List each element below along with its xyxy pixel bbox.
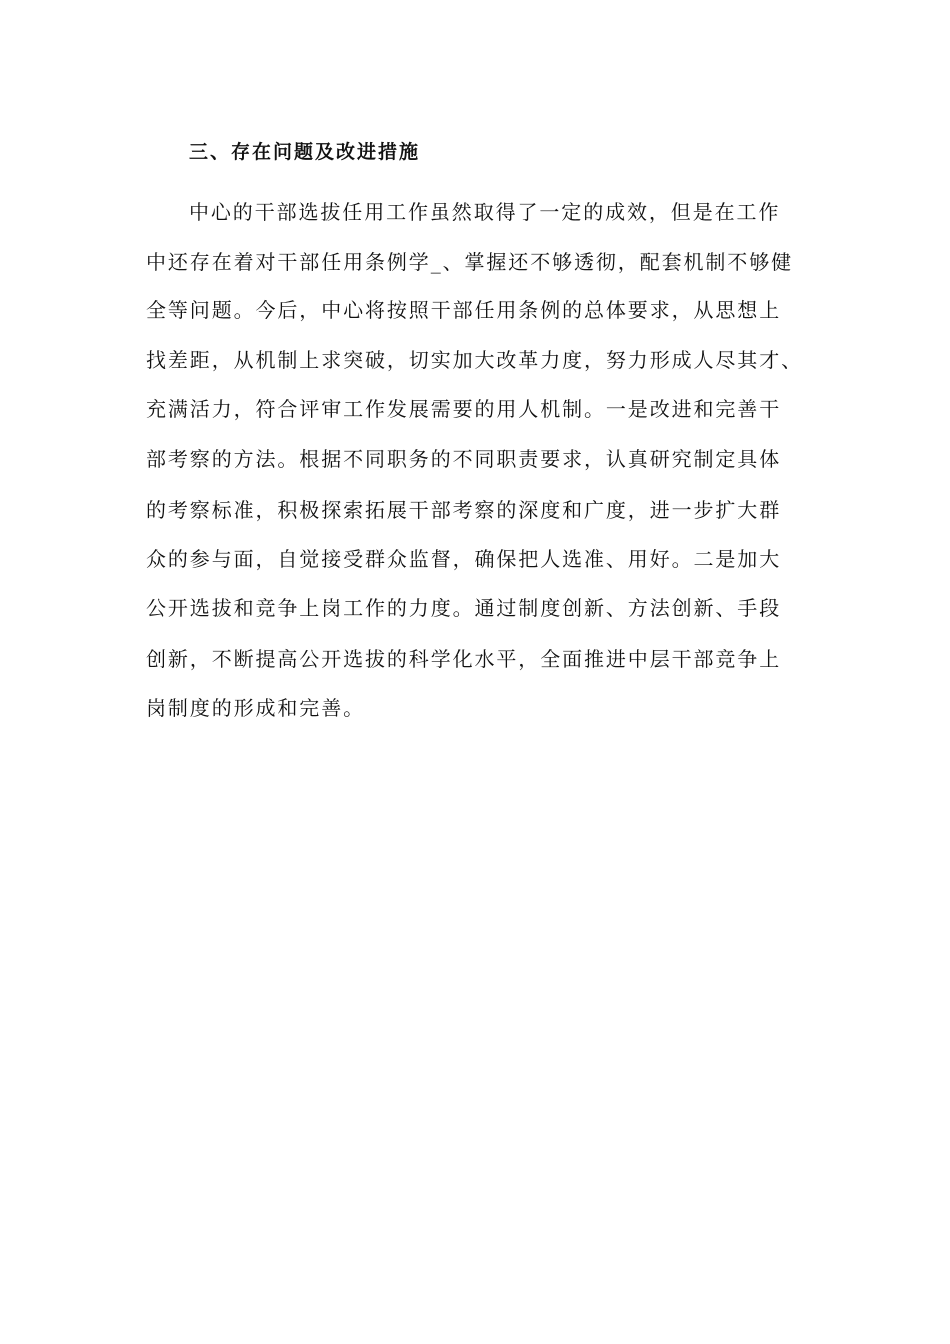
paragraph-line: 创新，不断提高公开选拔的科学化水平，全面推进中层干部竞争上 <box>146 647 782 671</box>
paragraph-line: 中还存在着对干部任用条例学_、掌握还不够透彻，配套机制不够健 <box>146 250 793 274</box>
paragraph-line: 公开选拔和竞争上岗工作的力度。通过制度创新、方法创新、手段 <box>146 596 782 620</box>
paragraph-line: 找差距，从机制上求突破，切实加大改革力度，努力形成人尽其才、 <box>146 348 803 372</box>
paragraph-line: 的考察标准，积极探索拓展干部考察的深度和广度，进一步扩大群 <box>146 498 782 522</box>
paragraph-line: 中心的干部选拔任用工作虽然取得了一定的成效，但是在工作 <box>189 200 781 224</box>
paragraph-line: 充满活力，符合评审工作发展需要的用人机制。一是改进和完善干 <box>146 397 782 421</box>
paragraph-line: 全等问题。今后，中心将按照干部任用条例的总体要求，从思想上 <box>146 298 782 322</box>
paragraph-line: 部考察的方法。根据不同职务的不同职责要求，认真研究制定具体 <box>146 447 782 471</box>
paragraph-line: 岗制度的形成和完善。 <box>146 696 365 720</box>
paragraph-line: 众的参与面，自觉接受群众监督，确保把人选准、用好。二是加大 <box>146 547 782 571</box>
section-heading: 三、存在问题及改进措施 <box>189 141 421 163</box>
